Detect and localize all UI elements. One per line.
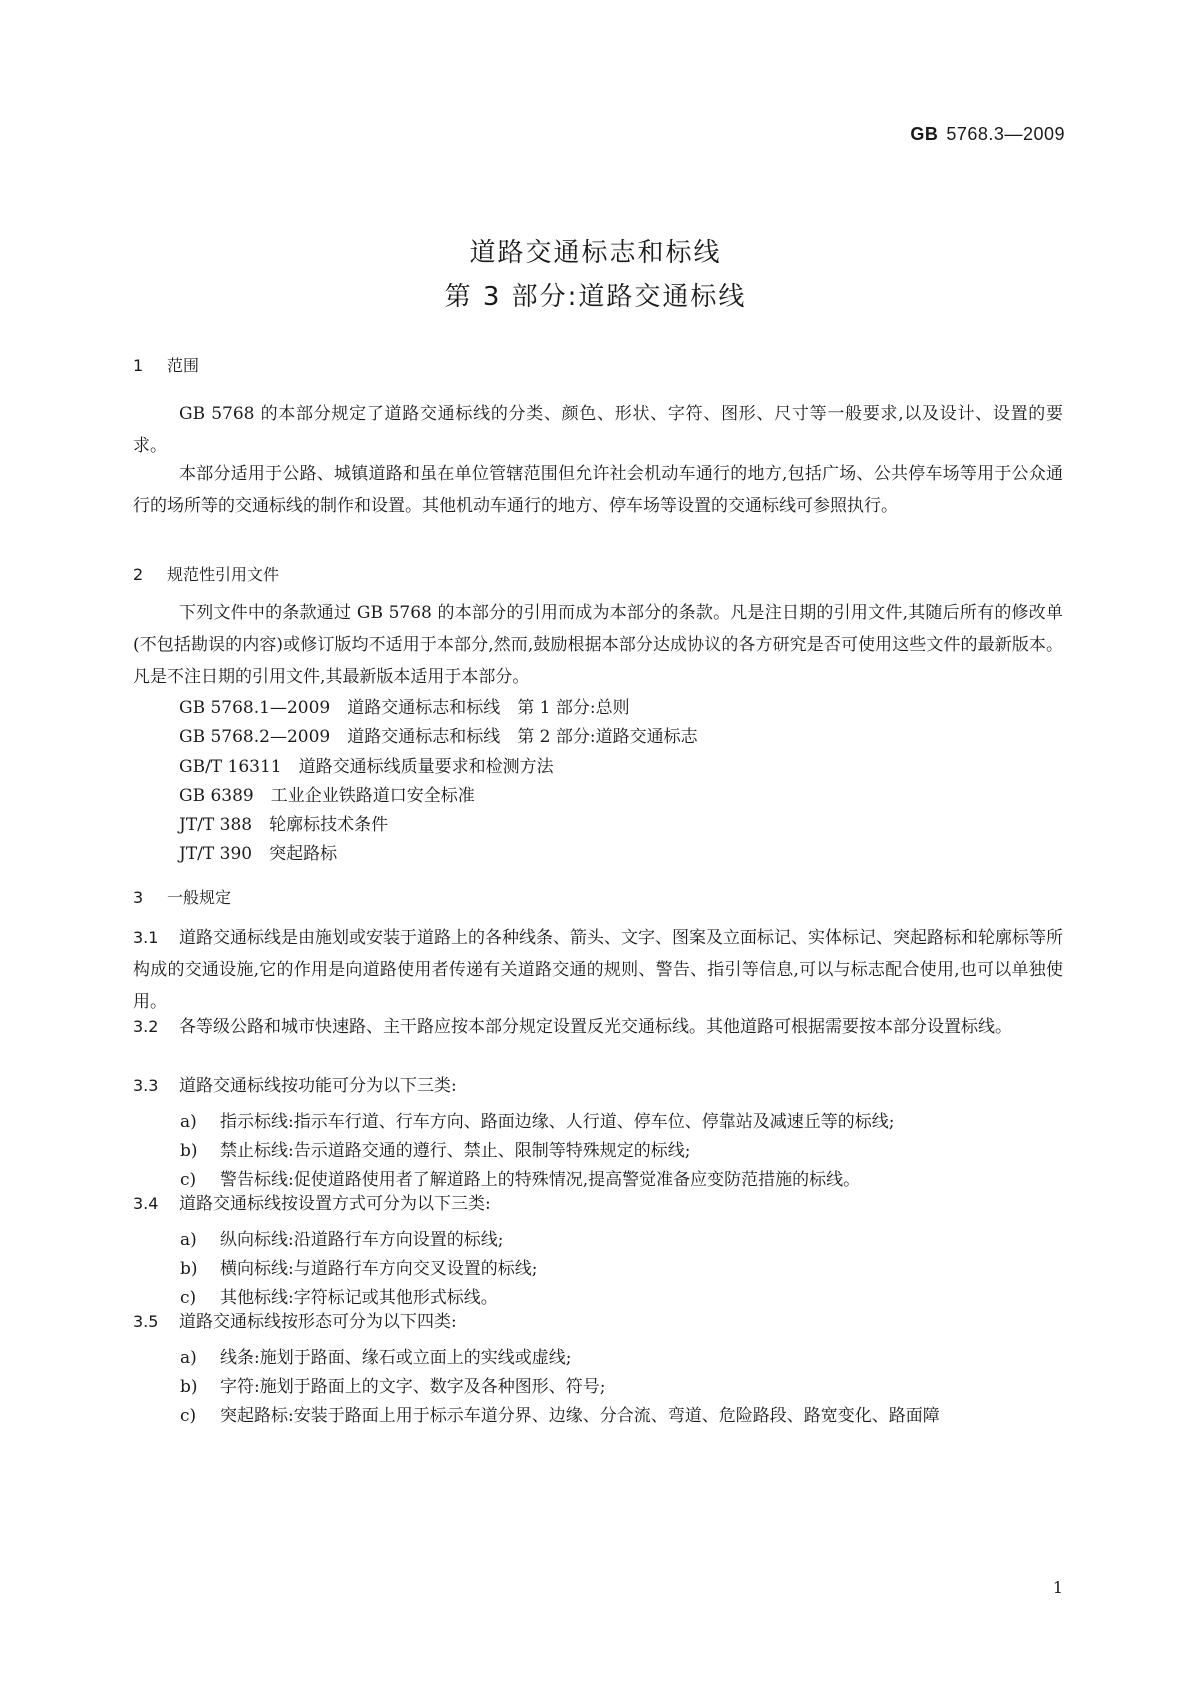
list-marker: c) — [180, 1406, 197, 1426]
clause-3-2 — [133, 1011, 1063, 1043]
clause-3-5 — [133, 1306, 1063, 1338]
clause-text: 道路交通标线按设置方式可分为以下三类: — [179, 1194, 491, 1214]
section-2-paragraph: 下列文件中的条款通过 GB 5768 的本部分的引用而成为本部分的条款。凡是注日期的引用文件,其随后所有的修改单(不包括勘误的内容)或修订版均不适用于本部分,然而,鼓励根据本部分达成协议的各方研究是否可使用这些文件的最新版本。凡是不注日期的引用文件,其最新版本适用于本部分。 — [133, 603, 1063, 687]
list-item-text: 禁止标线:告示道路交通的遵行、禁止、限制等特殊规定的标线; — [220, 1141, 691, 1161]
reference-item: GB 6389 工业企业铁路道口安全标准 — [179, 786, 475, 806]
list-item-text: 指示标线:指示车行道、行车方向、路面边缘、人行道、停车位、停靠站及减速丘等的标线; — [220, 1112, 895, 1132]
clause-3-1 — [133, 922, 1063, 1018]
list-item — [180, 1136, 1065, 1161]
document-title: 道路交通标志和标线 — [469, 238, 722, 268]
reference-item: JT/T 388 轮廓标技术条件 — [179, 815, 389, 835]
section-1-paragraph-2: 本部分适用于公路、城镇道路和虽在单位管辖范围但允许社会机动车通行的地方,包括广场、公共停车场等用于公众通行的场所等的交通标线的制作和设置。其他机动车通行的地方、停车场等设置的交通标线可参照执行。 — [133, 464, 1063, 516]
section-number: 3 — [133, 888, 144, 907]
clause-text: 道路交通标线按功能可分为以下三类: — [179, 1076, 457, 1096]
list-item — [180, 1372, 1065, 1397]
list-item-text: 其他标线:字符标记或其他形式标线。 — [220, 1288, 498, 1308]
clause-number: 3.1 — [133, 928, 159, 947]
section-1-paragraph-1: GB 5768 的本部分规定了道路交通标线的分类、颜色、形状、字符、图形、尺寸等一般要求,以及设计、设置的要求。 — [133, 404, 1063, 456]
clause-number: 3.2 — [133, 1017, 159, 1036]
list-item — [180, 1165, 1065, 1190]
list-marker: c) — [180, 1288, 197, 1308]
list-item — [180, 1343, 1065, 1368]
list-marker: b) — [180, 1259, 198, 1279]
list-marker: a) — [180, 1230, 197, 1250]
clause-text: 各等级公路和城市快速路、主干路应按本部分规定设置反光交通标线。其他道路可根据需要按本部分设置标线。 — [179, 1017, 1012, 1037]
list-item-text: 突起路标:安装于路面上用于标示车道分界、边缘、分合流、弯道、危险路段、路宽变化、路面障 — [220, 1406, 940, 1426]
standard-code — [910, 124, 1065, 145]
section-title: 范围 — [167, 356, 200, 375]
page-number: 1 — [1052, 1578, 1063, 1597]
clause-number: 3.4 — [133, 1194, 159, 1213]
clause-3-3 — [133, 1070, 1063, 1102]
reference-item: GB/T 16311 道路交通标线质量要求和检测方法 — [179, 757, 554, 777]
clause-number: 3.3 — [133, 1076, 159, 1095]
section-title: 规范性引用文件 — [167, 565, 280, 584]
list-marker: a) — [180, 1348, 197, 1368]
list-item-text: 线条:施划于路面、缘石或立面上的实线或虚线; — [220, 1348, 572, 1368]
section-2-heading — [133, 562, 279, 585]
list-marker: c) — [180, 1170, 197, 1190]
clause-number: 3.5 — [133, 1312, 159, 1331]
list-item-text: 警告标线:促使道路使用者了解道路上的特殊情况,提高警觉准备应变防范措施的标线。 — [220, 1170, 861, 1190]
standard-number: 5768.3—2009 — [946, 124, 1065, 144]
list-item-text: 字符:施划于路面上的文字、数字及各种图形、符号; — [220, 1377, 606, 1397]
list-item-text: 横向标线:与道路行车方向交叉设置的标线; — [220, 1259, 538, 1279]
list-marker: a) — [180, 1112, 197, 1132]
reference-item: GB 5768.2—2009 道路交通标志和标线 第 2 部分:道路交通标志 — [179, 727, 698, 747]
document-subtitle: 第 3 部分:道路交通标线 — [444, 282, 747, 312]
section-number: 2 — [133, 565, 144, 584]
clause-text: 道路交通标线是由施划或安装于道路上的各种线条、箭头、文字、图案及立面标记、实体标记、突起路标和轮廓标等所构成的交通设施,它的作用是向道路使用者传递有关道路交通的规则、警告、指引等信息,可以与标志配合使用,也可以单独使用。 — [133, 928, 1063, 1012]
list-marker: b) — [180, 1377, 198, 1397]
list-item-text: 纵向标线:沿道路行车方向设置的标线; — [220, 1230, 504, 1250]
clause-3-4 — [133, 1188, 1063, 1220]
section-1-heading — [133, 353, 199, 376]
reference-item: JT/T 390 突起路标 — [179, 844, 338, 864]
list-item — [180, 1225, 1065, 1250]
section-3-heading — [133, 885, 231, 908]
list-item — [180, 1401, 1065, 1426]
standard-prefix: GB — [910, 124, 939, 144]
list-marker: b) — [180, 1141, 198, 1161]
list-item — [180, 1254, 1065, 1279]
section-title: 一般规定 — [167, 888, 232, 907]
reference-item: GB 5768.1—2009 道路交通标志和标线 第 1 部分:总则 — [179, 698, 630, 718]
section-number: 1 — [133, 356, 144, 375]
list-item — [180, 1107, 1065, 1132]
list-item — [180, 1283, 1065, 1308]
clause-text: 道路交通标线按形态可分为以下四类: — [179, 1312, 457, 1332]
